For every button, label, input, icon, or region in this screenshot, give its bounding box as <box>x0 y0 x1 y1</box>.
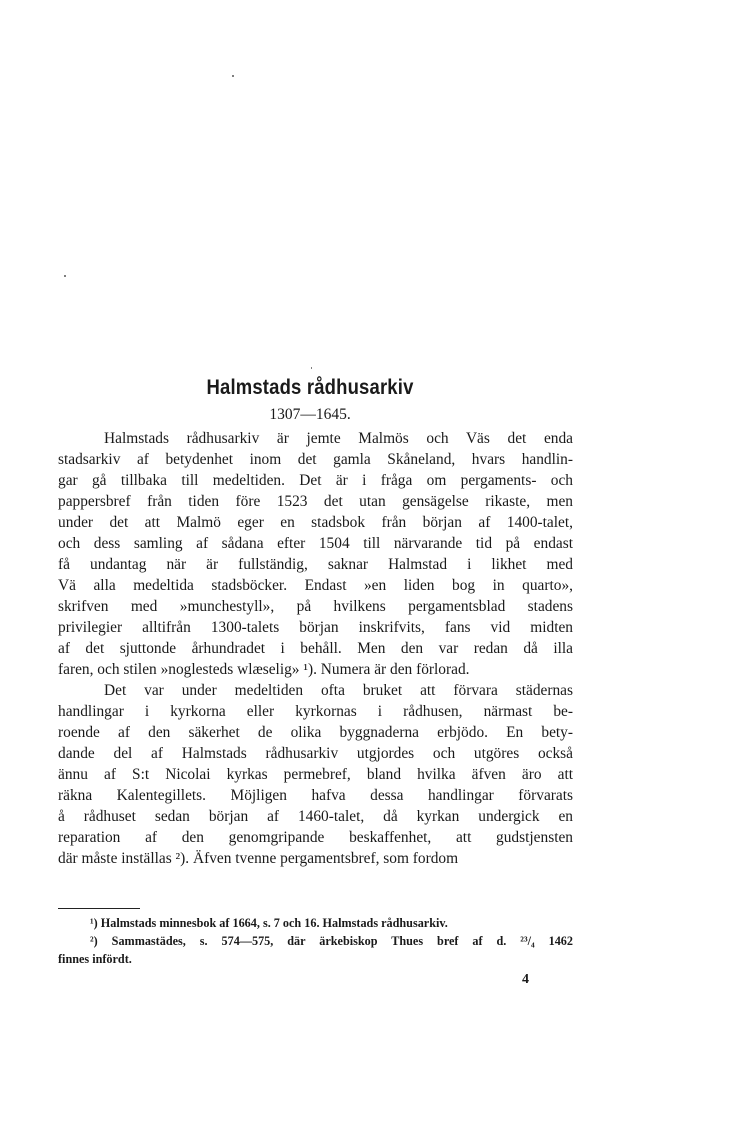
text-line: få undantag när är fullständig, saknar Halmstad i likhet med <box>58 556 573 573</box>
text-line: faren, och stilen »noglesteds wlæselig» ¹). Numera är den förlorad. <box>58 661 470 678</box>
text-line: af det sjuttonde århundradet i behåll. Men den var redan då illa <box>58 640 573 657</box>
text-line: handlingar i kyrkorna eller kyrkornas i rådhusen, närmast be- <box>58 703 573 720</box>
text-line: Vä alla medeltida stadsböcker. Endast »en liden bog in quarto», <box>58 577 573 594</box>
text-line: ännu af S:t Nicolai kyrkas permebref, bland hvilka äfven äro att <box>58 766 573 783</box>
text-line: och dess samling af sådana efter 1504 till närvarande tid på endast <box>58 535 573 552</box>
text-line: Halmstads rådhusarkiv är jemte Malmös och Väs det enda <box>104 430 573 447</box>
footnote-line: ²) Sammastädes, s. 574—575, där ärkebiskop Thues bref af d. ²³/₄ 1462 <box>90 934 573 948</box>
page-number: 4 <box>522 972 529 987</box>
text-line: där måste inställas ²). Äfven tvenne pergamentsbref, som fordom <box>58 850 459 867</box>
body-text <box>58 428 573 869</box>
scan-speck <box>311 367 312 369</box>
text-line: pappersbref från tiden före 1523 det utan gensägelse rikaste, men <box>58 493 573 510</box>
paragraph <box>58 680 573 869</box>
page-subtitle: 1307—1645. <box>269 406 351 423</box>
text-line: reparation af den genomgripande beskaffenhet, att gudstjensten <box>58 829 573 846</box>
text-line: Det var under medeltiden ofta bruket att förvara städernas <box>104 682 573 699</box>
text-line: roende af den säkerhet de olika byggnaderna erbjödo. En bety- <box>58 724 573 741</box>
footnote-line: finnes infördt. <box>58 952 132 966</box>
text-line: skrifven med »munchestyll», på hvilkens pergamentsblad stadens <box>58 598 573 615</box>
text-line: under det att Malmö eger en stadsbok från början af 1400-talet, <box>58 514 573 531</box>
scan-speck <box>64 275 66 277</box>
page-title: Halmstads rådhusarkiv <box>206 376 414 399</box>
footnote-line: ¹) Halmstads minnesbok af 1664, s. 7 och 16. Halmstads rådhusarkiv. <box>90 916 448 930</box>
text-line: gar gå tillbaka till medeltiden. Det är i fråga om pergaments- och <box>58 472 573 489</box>
footnote-divider <box>58 908 140 909</box>
text-line: dande del af Halmstads rådhusarkiv utgjordes och utgöres också <box>58 745 573 762</box>
text-line: stadsarkiv af betydenhet inom det gamla Skåneland, hvars handlin- <box>58 451 573 468</box>
text-line: å rådhuset sedan början af 1460-talet, då kyrkan undergick en <box>58 808 573 825</box>
text-line: räkna Kalentegillets. Möjligen hafva dessa handlingar förvarats <box>58 787 573 804</box>
footnotes <box>58 914 573 968</box>
text-line: privilegier alltifrån 1300-talets början inskrifvits, fans vid midten <box>58 619 573 636</box>
paragraph <box>58 428 573 680</box>
scan-speck <box>232 75 234 77</box>
